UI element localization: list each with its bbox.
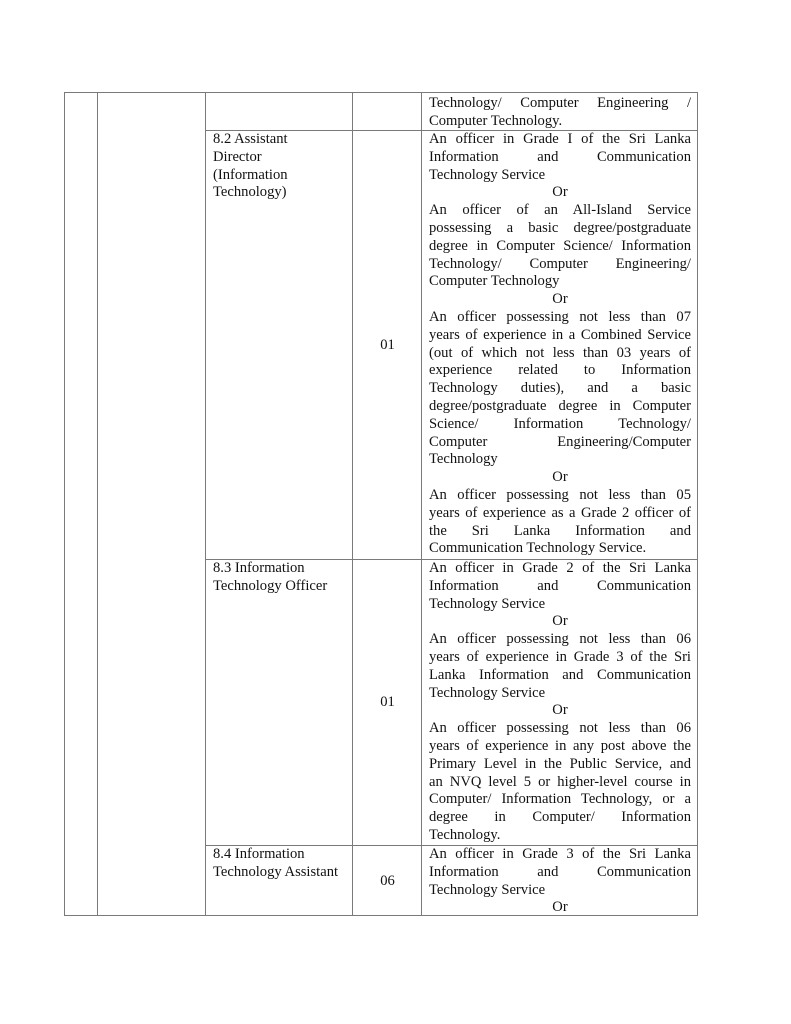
continuation-requirements <box>429 95 691 131</box>
requirement-line: degree in Computer/ Information <box>429 809 691 826</box>
requirement-line: Technology Service <box>429 595 546 612</box>
vacancy-count-8-2: 01 <box>380 337 395 353</box>
requirement-line: An officer in Grade 3 of the Sri Lanka <box>429 846 691 862</box>
requirement-line: Primary Level in the Public Service, and <box>429 755 691 772</box>
requirement-line: Computer Technology <box>429 273 560 290</box>
requirement-line: an NVQ level 5 or higher-level course in <box>429 773 691 790</box>
requirement-line: Technology duties), and a basic <box>429 380 691 397</box>
or-separator: Or <box>552 291 568 308</box>
or-separator: Or <box>552 613 568 630</box>
post-title-8-4 <box>213 846 353 882</box>
post-title-8-3 <box>213 560 353 596</box>
post-title-line: Technology) <box>213 184 287 201</box>
requirement-line: An officer possessing not less than 06 <box>429 631 691 648</box>
requirement-line: possessing a basic degree/postgraduate <box>429 219 691 236</box>
requirements-8-2 <box>429 131 691 558</box>
requirement-line: Science/ Information Technology/ <box>429 415 691 432</box>
post-title-line: (Information <box>213 166 288 183</box>
post-title-line: Director <box>213 148 262 165</box>
requirement-line: years of experience in any post above the <box>429 737 691 754</box>
or-separator: Or <box>552 702 568 719</box>
requirement-line: An officer possessing not less than 07 <box>429 308 691 325</box>
requirement-line: An officer in Grade 2 of the Sri Lanka <box>429 560 691 576</box>
vacancy-count-8-3: 01 <box>380 694 395 710</box>
requirement-line: Technology Service <box>429 166 546 183</box>
requirement-line: An officer possessing not less than 05 <box>429 486 691 503</box>
requirement-line: Information and Communication <box>429 863 691 880</box>
post-title-line: 8.4 Information <box>213 846 305 862</box>
requirement-line: Technology Service <box>429 881 546 898</box>
requirement-line: Communication Technology Service. <box>429 540 647 557</box>
or-separator: Or <box>552 899 568 916</box>
or-separator: Or <box>552 469 568 486</box>
requirement-line: Technology/ Computer Engineering/ <box>429 255 691 272</box>
requirement-line: Technology. <box>429 826 501 843</box>
column-divider <box>205 93 206 915</box>
requirement-line: Computer Technology. <box>429 112 563 129</box>
requirement-line: Lanka Information and Communication <box>429 666 691 683</box>
requirement-line: An officer of an All-Island Service <box>429 202 691 219</box>
requirement-line: degree/postgraduate degree in Computer <box>429 397 691 414</box>
post-title-line: 8.3 Information <box>213 560 305 576</box>
requirement-line: Technology Service <box>429 684 546 701</box>
column-divider <box>97 93 98 915</box>
or-separator: Or <box>552 184 568 201</box>
requirement-line: Information and Communication <box>429 577 691 594</box>
column-divider <box>352 93 353 915</box>
post-title-8-2 <box>213 131 353 202</box>
post-title-line: 8.2 Assistant <box>213 131 288 147</box>
column-divider <box>421 93 422 915</box>
qualifications-table <box>64 92 698 916</box>
requirement-line: Computer/ Information Technology, or a <box>429 791 691 808</box>
vacancy-count-8-4: 06 <box>380 873 395 889</box>
requirement-line: An officer possessing not less than 06 <box>429 720 691 737</box>
requirement-line: (out of which not less than 03 years of <box>429 344 691 361</box>
requirement-line: Technology <box>429 451 498 468</box>
requirement-line: experience related to Information <box>429 362 691 379</box>
requirements-8-4 <box>429 846 691 917</box>
requirement-line: the Sri Lanka Information and <box>429 522 691 539</box>
requirement-line: degree in Computer Science/ Information <box>429 237 691 254</box>
requirement-line: years of experience in Grade 3 of the Sri <box>429 648 691 665</box>
requirement-line: Technology/ Computer Engineering / <box>429 95 691 111</box>
requirements-8-3 <box>429 560 691 845</box>
requirement-line: Computer Engineering/Computer <box>429 433 691 450</box>
post-title-line: Technology Officer <box>213 577 328 594</box>
requirement-line: Information and Communication <box>429 148 691 165</box>
requirement-line: An officer in Grade I of the Sri Lanka <box>429 131 691 147</box>
requirement-line: years of experience as a Grade 2 officer of <box>429 504 691 521</box>
post-title-line: Technology Assistant <box>213 863 339 880</box>
requirement-line: years of experience in a Combined Service <box>429 326 691 343</box>
